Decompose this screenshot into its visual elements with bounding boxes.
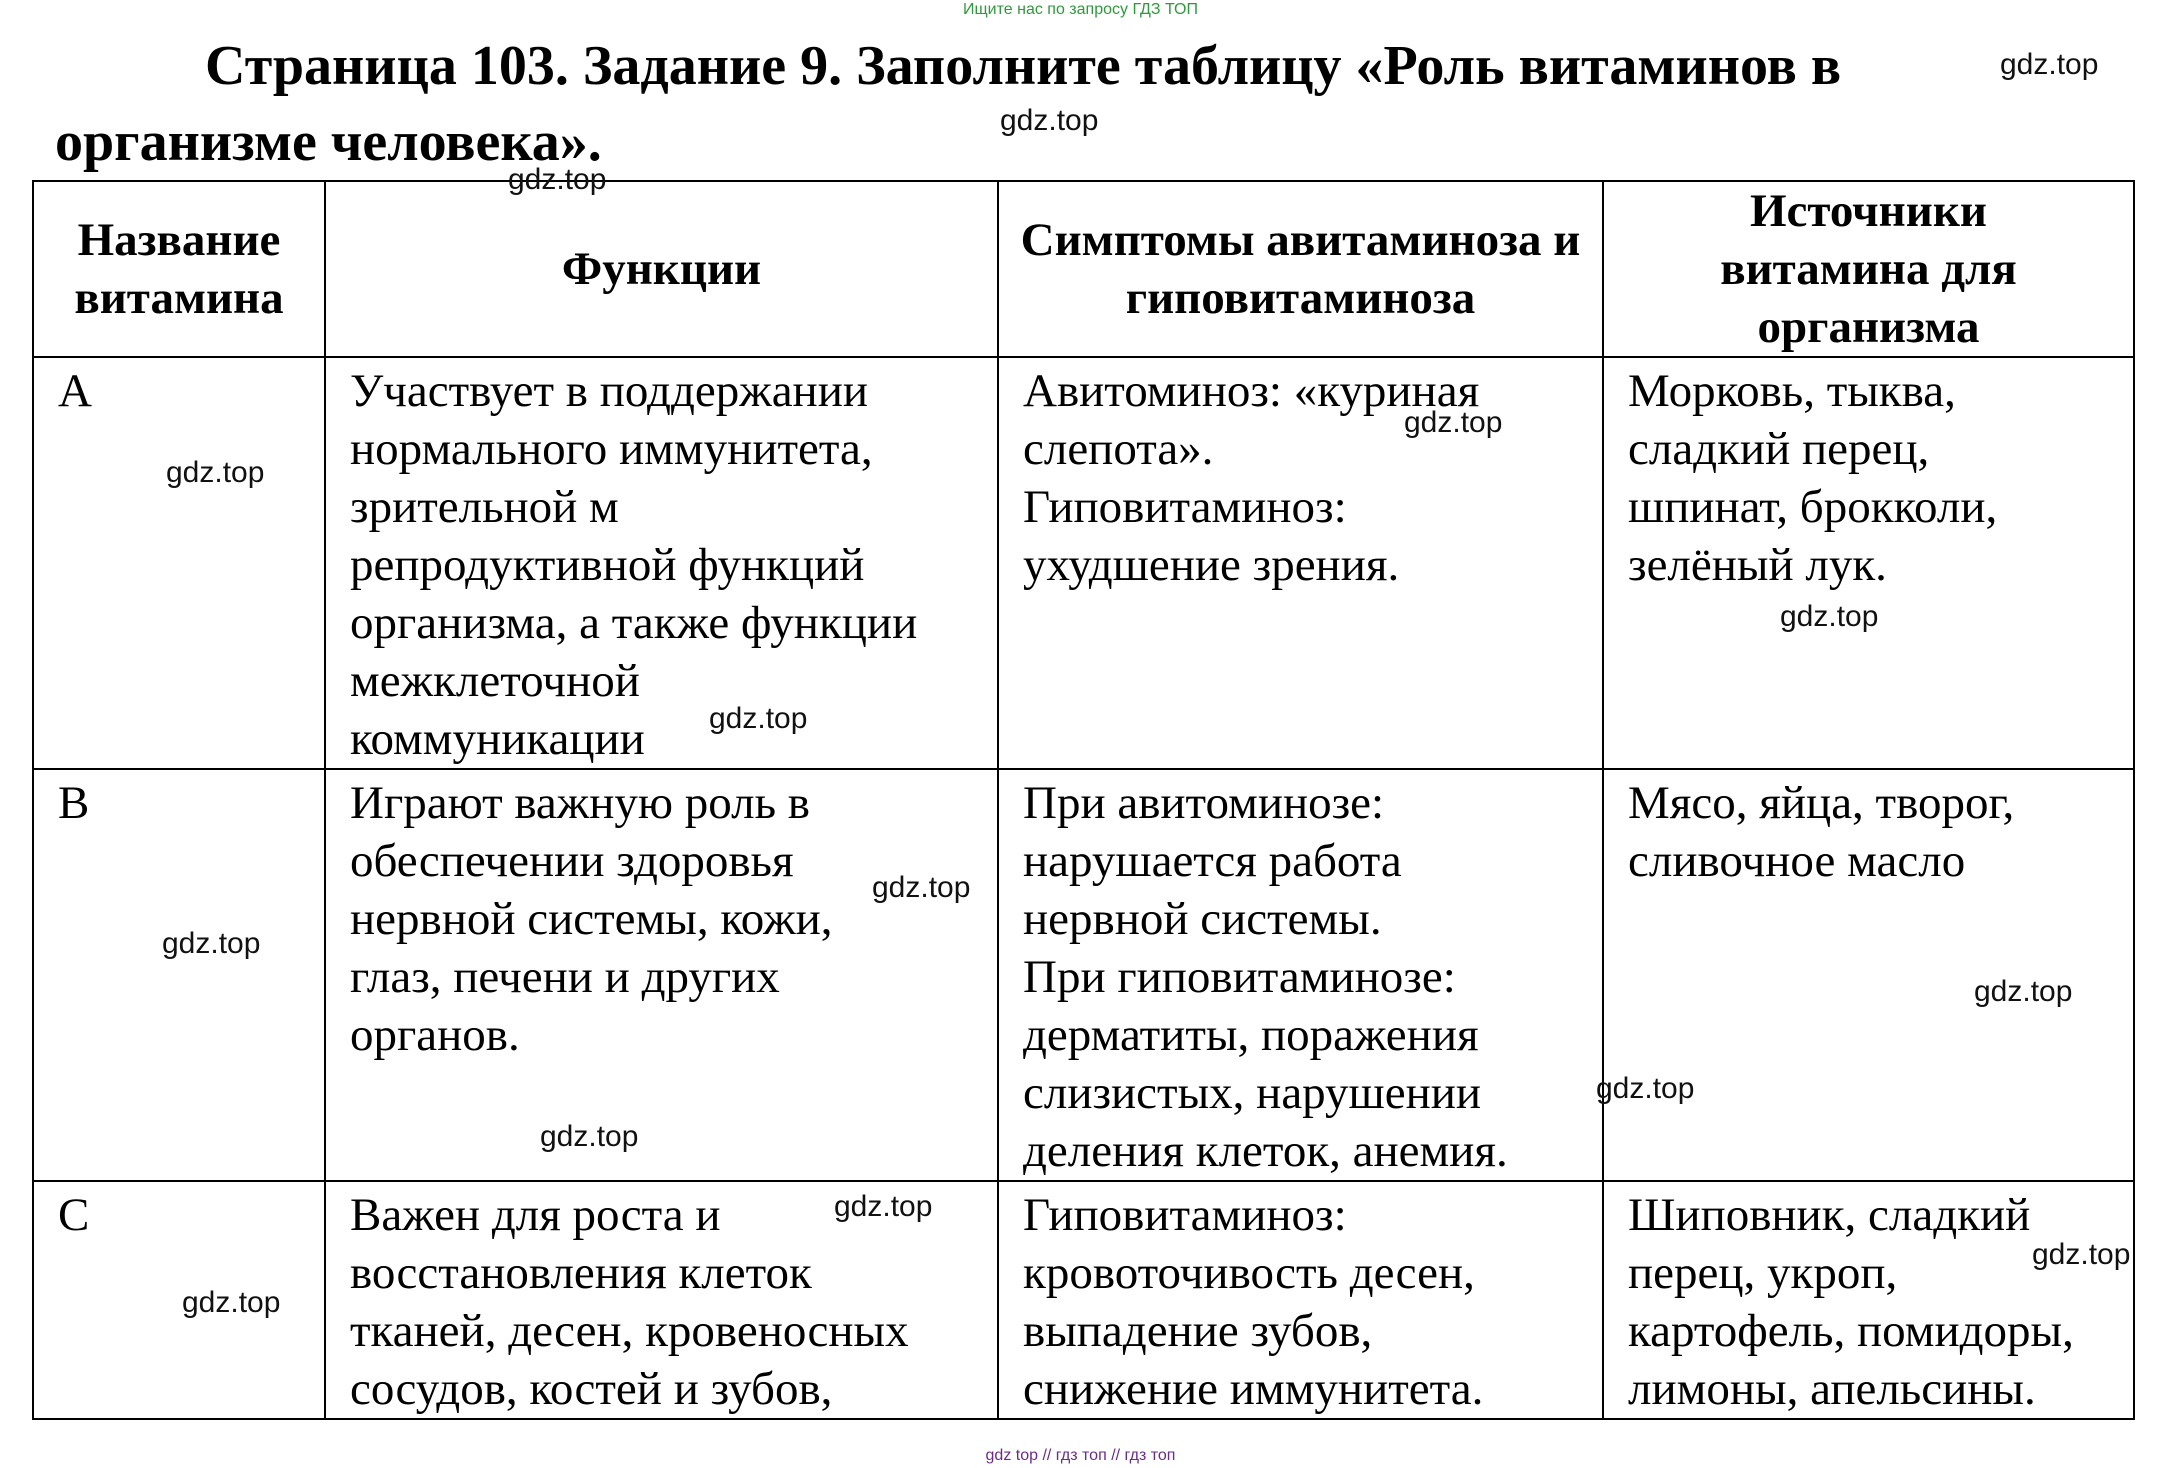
header-sources: Источники витамина для организма bbox=[1603, 181, 2134, 357]
sources-cell: Шиповник, сладкий перец, укроп, картофель, помидоры, лимоны, апельсины. bbox=[1603, 1181, 2134, 1419]
watermark: gdz.top bbox=[709, 702, 808, 735]
watermark: gdz.top bbox=[834, 1190, 933, 1223]
header-vitamin-name: Название витамина bbox=[33, 181, 325, 357]
footer-links: gdz top // гдз топ // гдз топ bbox=[985, 1447, 1176, 1464]
header-symptoms: Симптомы авитаминоза и гиповитаминоза bbox=[998, 181, 1603, 357]
watermark: gdz.top bbox=[1000, 104, 1099, 137]
table-header-row bbox=[33, 181, 2134, 357]
watermark: gdz.top bbox=[2032, 1238, 2131, 1271]
vitamins-table bbox=[32, 180, 2135, 1420]
vitamin-name-cell: A bbox=[33, 357, 325, 769]
watermark: gdz.top bbox=[1404, 406, 1503, 439]
sources-cell: Морковь, тыква, сладкий перец, шпинат, брокколи, зелёный лук. bbox=[1603, 357, 2134, 769]
watermark: gdz.top bbox=[1974, 975, 2073, 1008]
watermark: gdz.top bbox=[872, 871, 971, 904]
vitamin-name-cell: B bbox=[33, 769, 325, 1181]
functions-cell: Участвует в поддержании нормального иммунитета, зрительной м репродуктивной функций организма, а также функции межклеточной коммуникации bbox=[325, 357, 998, 769]
symptoms-cell: Гиповитаминоз: кровоточивость десен, выпадение зубов, снижение иммунитета. bbox=[998, 1181, 1603, 1419]
watermark: gdz.top bbox=[166, 456, 265, 489]
watermark: gdz.top bbox=[1596, 1072, 1695, 1105]
watermark: gdz.top bbox=[162, 927, 261, 960]
watermark: gdz.top bbox=[508, 163, 607, 196]
watermark: gdz.top bbox=[540, 1120, 639, 1153]
functions-cell: Важен для роста и восстановления клеток тканей, десен, кровеносных сосудов, костей и зубов, bbox=[325, 1181, 998, 1419]
table-row bbox=[33, 1181, 2134, 1419]
top-banner: Ищите нас по запросу ГДЗ ТОП bbox=[963, 1, 1198, 18]
vitamin-name-cell: C bbox=[33, 1181, 325, 1419]
header-functions: Функции bbox=[325, 181, 998, 357]
table-row bbox=[33, 769, 2134, 1181]
watermark: gdz.top bbox=[1780, 600, 1879, 633]
page-title: Страница 103. Задание 9. Заполните таблицу «Роль витаминов в организме человека». bbox=[55, 35, 1842, 173]
table-row bbox=[33, 357, 2134, 769]
sources-cell: Мясо, яйца, творог, сливочное масло bbox=[1603, 769, 2134, 1181]
symptoms-cell: Авитоминоз: «куриная слепота». Гиповитаминоз: ухудшение зрения. bbox=[998, 357, 1603, 769]
symptoms-cell: При авитоминозе: нарушается работа нервной системы. При гиповитаминозе: дерматиты, поражения слизистых, нарушении деления клеток, анемия. bbox=[998, 769, 1603, 1181]
functions-cell: Играют важную роль в обеспечении здоровья нервной системы, кожи, глаз, печени и других органов. bbox=[325, 769, 998, 1181]
watermark: gdz.top bbox=[2000, 48, 2099, 81]
watermark: gdz.top bbox=[182, 1286, 281, 1319]
